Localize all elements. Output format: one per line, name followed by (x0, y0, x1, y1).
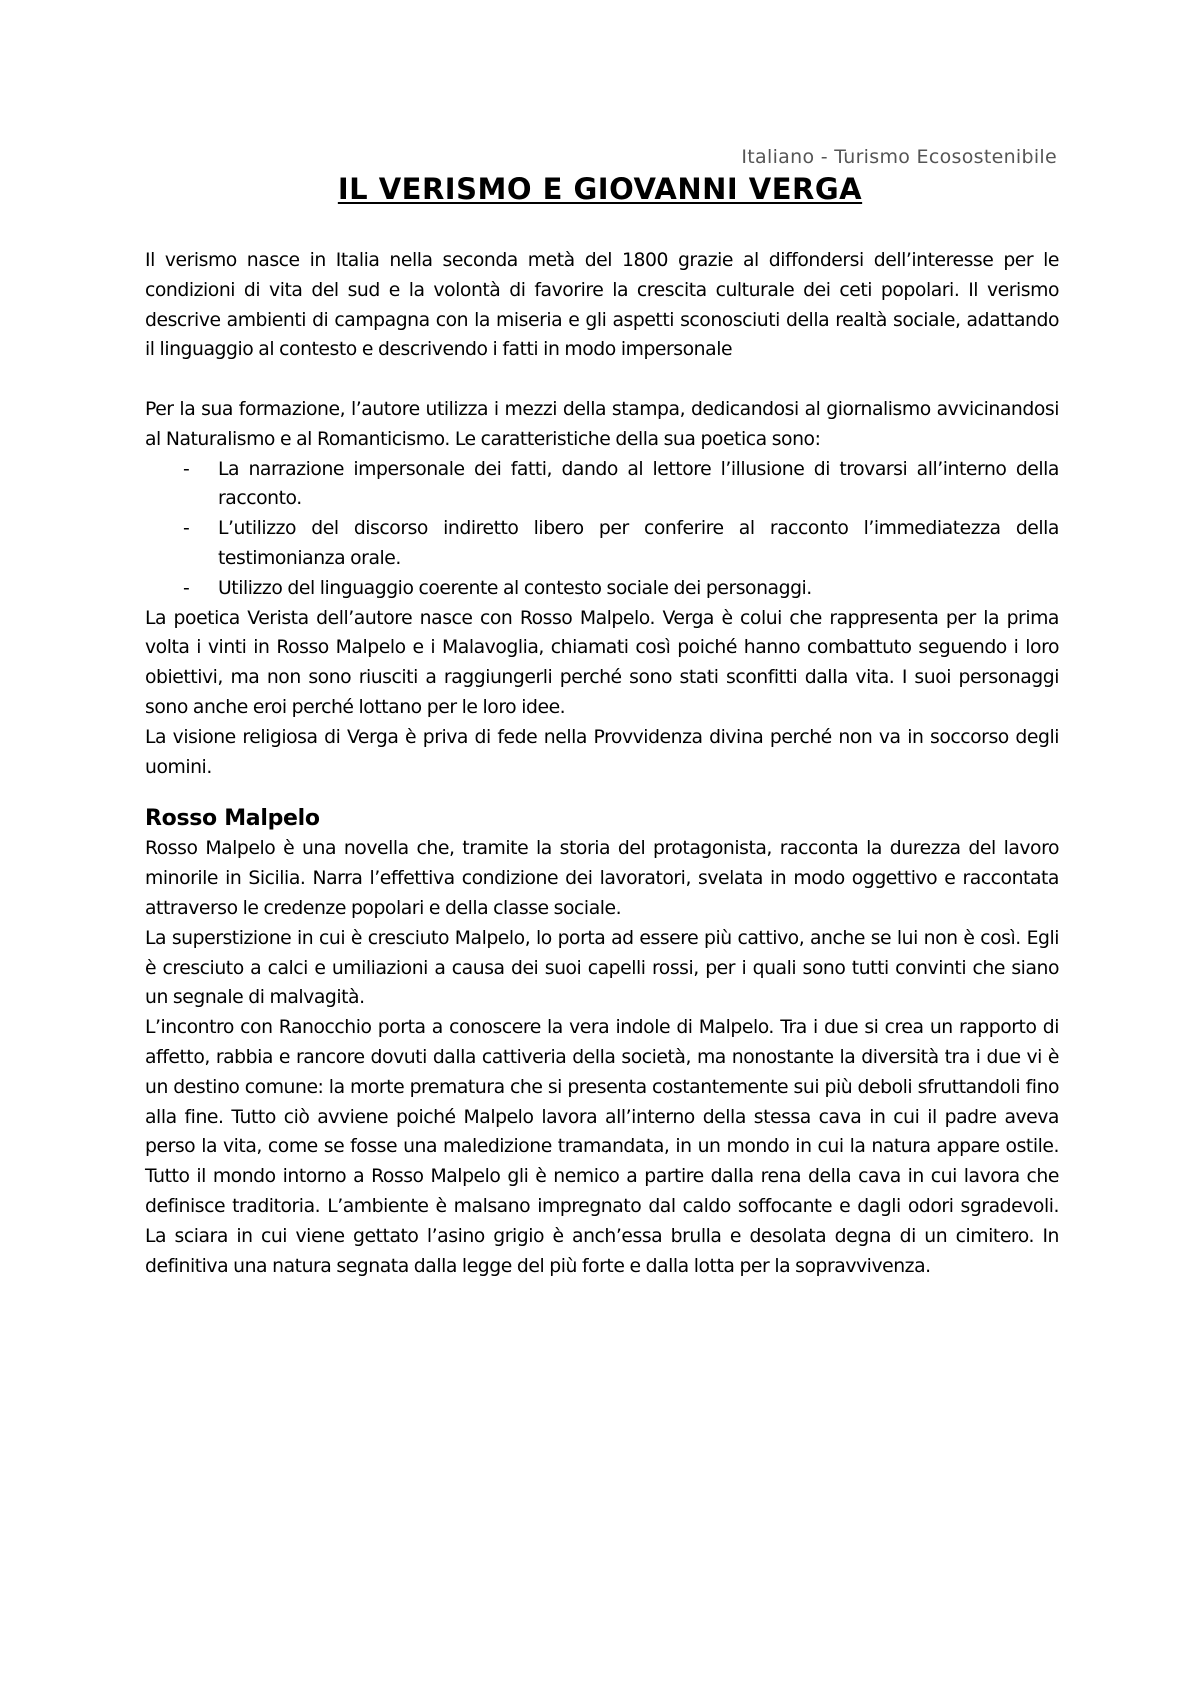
list-bullet: - (183, 577, 190, 599)
list-item-text: L’utilizzo del discorso indiretto libero per conferire al racconto l’immediatezza della testimonianza orale. (218, 518, 1059, 569)
poetics-list (145, 455, 1059, 604)
list-item-text: Utilizzo del linguaggio coerente al contesto sociale dei personaggi. (218, 577, 812, 599)
list-item (145, 455, 1059, 515)
list-bullet: - (183, 518, 190, 540)
religion-paragraph: La visione religiosa di Verga è priva di fede nella Provvidenza divina perché non va in soccorso degli uomini. (145, 726, 1059, 778)
document-body (145, 246, 1059, 1281)
list-item (145, 514, 1059, 574)
section-heading: Rosso Malpelo (145, 806, 320, 832)
header-note: Italiano - Turismo Ecosostenibile (741, 146, 1057, 168)
section-paragraph: L’incontro con Ranocchio porta a conoscere la vera indole di Malpelo. Tra i due si crea un rapporto di affetto, rabbia e rancore dovuti dalla cattiveria della società, ma nonostante la diversità tra i due vi è un destino comune: la morte prematura che si presenta costantemente sui più deboli sfruttandoli fino alla fine. Tutto ciò avviene poiché Malpelo lavora all’interno della stessa cava in cui il padre aveva perso la vita, come se fosse una maledizione tramandata, in un mondo in cui la natura appare ostile. Tutto il mondo intorno a Rosso Malpelo gli è nemico a partire dalla rena della cava in cui lavora che definisce traditoria. L’ambiente è malsano impregnato dal caldo soffocante e dagli odori sgradevoli. La sciara in cui viene gettato l’asino grigio è anch’essa brulla e desolata degna di un cimitero. In definitiva una natura segnata dalla legge del più forte e dalla lotta per la sopravvivenza. (145, 1017, 1059, 1277)
intro-paragraph: Il verismo nasce in Italia nella seconda metà del 1800 grazie al diffondersi dell’interesse per le condizioni di vita del sud e la volontà di favorire la crescita culturale dei ceti popolari. Il verismo descrive ambienti di campagna con la miseria e gli aspetti sconosciuti della realtà sociale, adattando il linguaggio al contesto e descrivendo i fatti in modo impersonale (145, 250, 1059, 361)
section-paragraph: La superstizione in cui è cresciuto Malpelo, lo porta ad essere più cattivo, anche se lui non è così. Egli è cresciuto a calci e umiliazioni a causa dei suoi capelli rossi, per i quali sono tutti convinti che siano un segnale di malvagità. (145, 927, 1059, 1009)
list-item (145, 574, 1059, 604)
paragraph-spacer (145, 365, 1059, 395)
formation-paragraph: Per la sua formazione, l’autore utilizza i mezzi della stampa, dedicandosi al giornalismo avvicinandosi al Naturalismo e al Romanticismo. Le caratteristiche della sua poetica sono: (145, 398, 1059, 450)
page-title: IL VERISMO E GIOVANNI VERGA (337, 172, 863, 206)
list-item-text: La narrazione impersonale dei fatti, dando al lettore l’illusione di trovarsi all’interno della racconto. (218, 458, 1059, 510)
section-paragraph: Rosso Malpelo è una novella che, tramite la storia del protagonista, racconta la durezza del lavoro minorile in Sicilia. Narra l’effettiva condizione dei lavoratori, svelata in modo oggettivo e raccontata attraverso le credenze popolari e della classe sociale. (145, 838, 1059, 919)
verista-paragraph: La poetica Verista dell’autore nasce con Rosso Malpelo. Verga è colui che rappresenta per la prima volta i vinti in Rosso Malpelo e i Malavoglia, chiamati così poiché hanno combattuto seguendo i loro obiettivi, ma non sono riusciti a raggiungerli perché sono stati sconfitti dalla vita. I suoi personaggi sono anche eroi perché lottano per le loro idee. (145, 607, 1059, 718)
list-bullet: - (183, 458, 190, 480)
